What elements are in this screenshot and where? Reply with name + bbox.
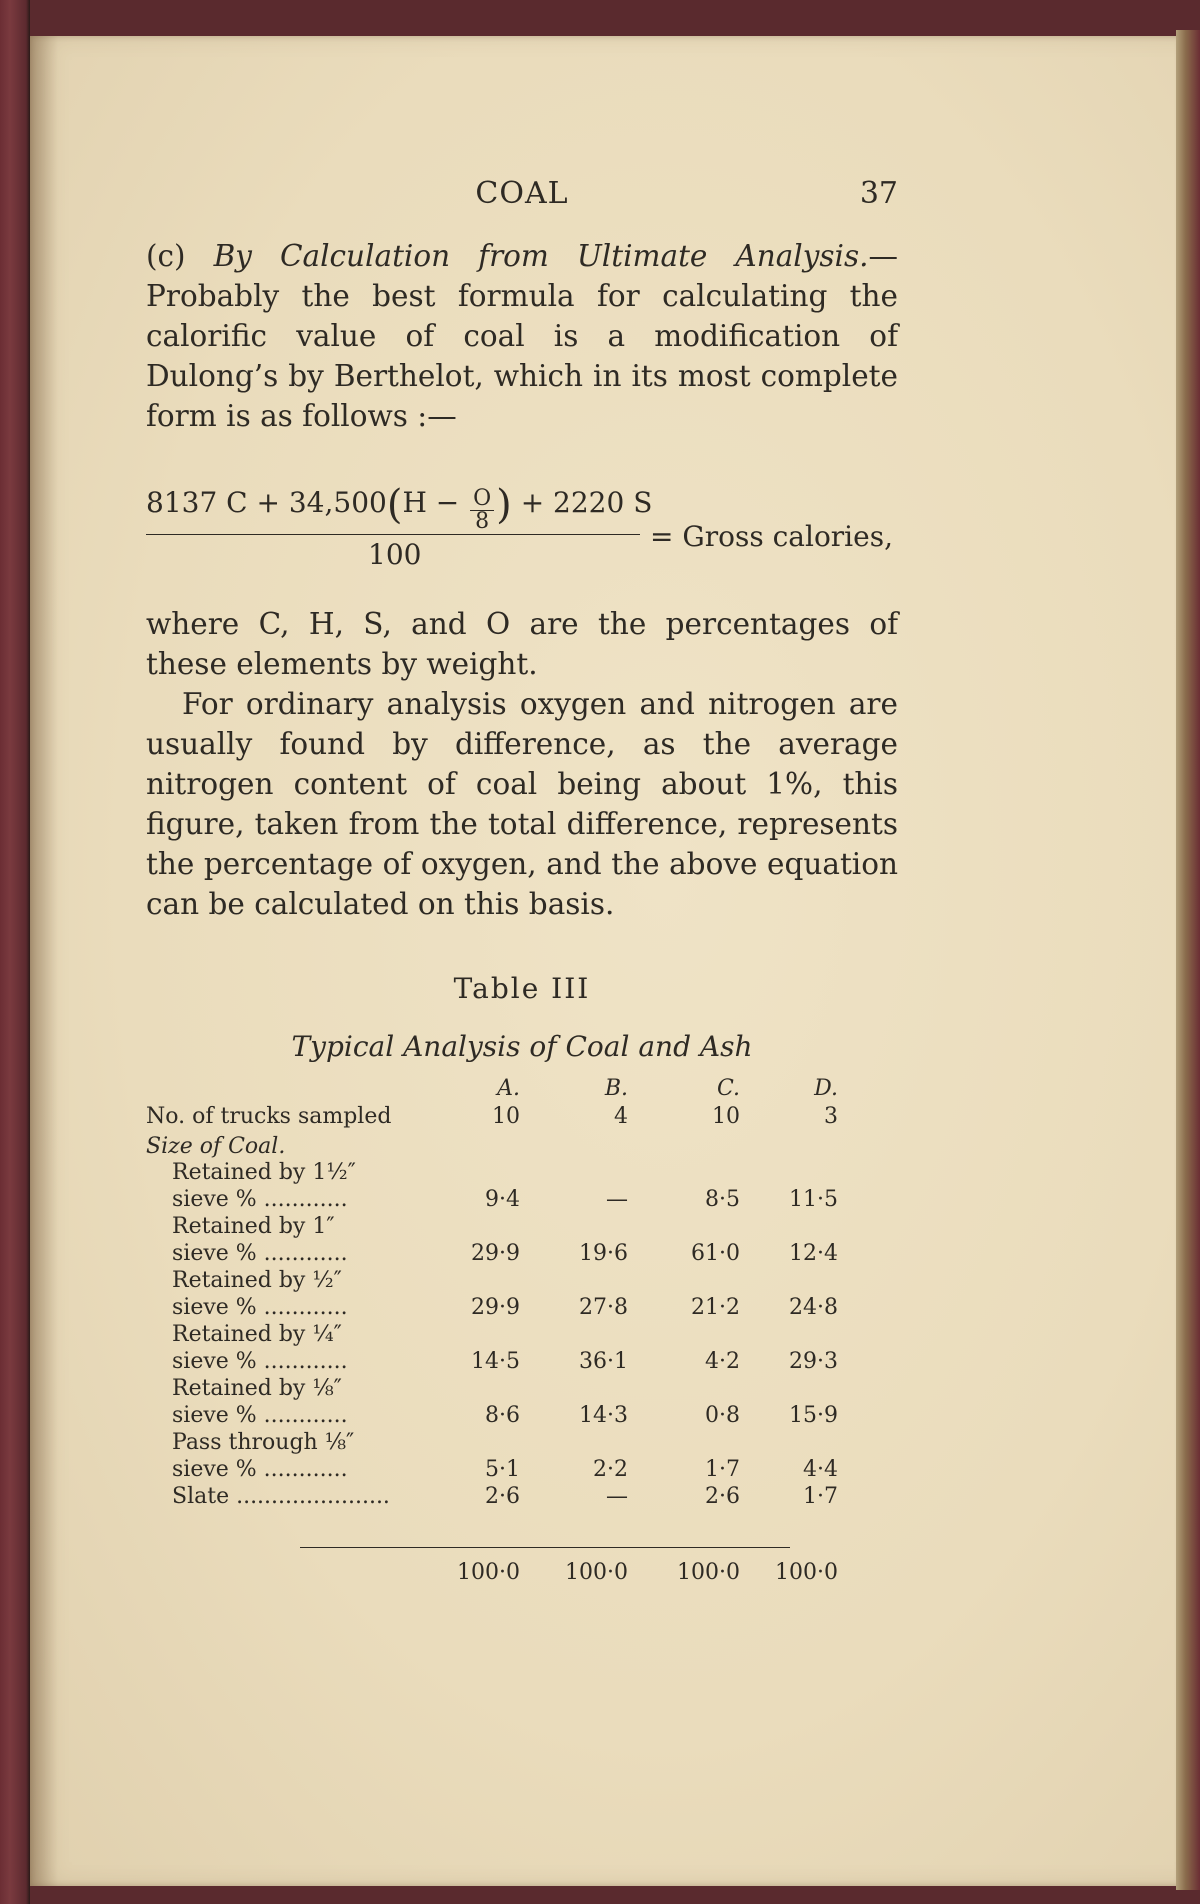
table-cell: 3: [824, 1104, 838, 1129]
table-row-label-line: [146, 1160, 898, 1187]
column-header: B.: [604, 1076, 628, 1101]
table-cell: 0·8: [705, 1403, 740, 1428]
section-heading: By Calculation from Ultimate Analysis.: [213, 239, 869, 273]
row-label-sub: sieve % ............: [172, 1241, 348, 1266]
column-header: A.: [497, 1076, 520, 1101]
formula-term-1: 8137 C + 34,500: [146, 486, 387, 519]
formula-fraction: [470, 488, 494, 533]
table-row: [146, 1457, 898, 1484]
table-row-label-line: [146, 1268, 898, 1295]
table-title: Table III: [453, 972, 591, 1005]
table-row-label-line: [146, 1214, 898, 1241]
table-cell: —: [606, 1484, 628, 1509]
section-label: (c): [146, 239, 186, 273]
table-row-label-line: [146, 1376, 898, 1403]
table-cell: 5·1: [485, 1457, 520, 1482]
total-cell: 100·0: [565, 1560, 628, 1585]
berthelot-formula: [146, 470, 898, 580]
table-cell: 8·5: [705, 1187, 740, 1212]
table-cell: 2·6: [705, 1484, 740, 1509]
table-cell: 29·3: [789, 1349, 838, 1374]
table-cell: 9·4: [485, 1187, 520, 1212]
row-label-sub: sieve % ............: [172, 1457, 348, 1482]
size-heading: [146, 1134, 898, 1161]
table-row: [146, 1187, 898, 1214]
table-cell: 10: [492, 1104, 520, 1129]
table-totals-row: [146, 1560, 898, 1587]
table-row: [146, 1241, 898, 1268]
row-label: Retained by ½″: [172, 1268, 342, 1293]
table-cell: 29·9: [471, 1295, 520, 1320]
table-row: [146, 1403, 898, 1430]
row-label: Pass through ⅛″: [172, 1430, 355, 1455]
fraction-numerator: O: [470, 488, 494, 511]
row-label: No. of trucks sampled: [146, 1104, 392, 1129]
table-cell: 36·1: [579, 1349, 628, 1374]
formula-paren-close: ): [496, 482, 512, 528]
table-cell: 10: [712, 1104, 740, 1129]
table-cell: 61·0: [691, 1241, 740, 1266]
section-paragraph: [146, 236, 898, 436]
column-header: D.: [814, 1076, 838, 1101]
total-cell: 100·0: [775, 1560, 838, 1585]
formula-numerator: [146, 482, 652, 533]
section-dash: —: [868, 239, 898, 273]
table-row: [146, 1484, 898, 1511]
table-cell: 24·8: [789, 1295, 838, 1320]
table-cell: 27·8: [579, 1295, 628, 1320]
table-cell: 12·4: [789, 1241, 838, 1266]
section-text: Probably the best formula for calculating the calorific value of coal is a modification of Dulong’s by Berthelot, which in its most complete form is as follows :—: [146, 279, 898, 433]
table-cell: 1·7: [705, 1457, 740, 1482]
running-title: COAL: [475, 176, 569, 211]
formula-paren-open: (: [386, 482, 403, 528]
table-row-label-line: [146, 1430, 898, 1457]
table-cell: 1·7: [803, 1484, 838, 1509]
row-label: Retained by ¼″: [172, 1322, 342, 1347]
page-edge: [1176, 30, 1200, 1890]
row-label: Retained by 1″: [172, 1214, 335, 1239]
table-cell: 15·9: [789, 1403, 838, 1428]
total-cell: 100·0: [677, 1560, 740, 1585]
table-header-row: [146, 1076, 898, 1103]
formula-h-minus: H −: [402, 486, 460, 519]
table-row-label-line: [146, 1322, 898, 1349]
row-label-sub: sieve % ............: [172, 1187, 348, 1212]
table-row: [146, 1349, 898, 1376]
table-cell: 29·9: [471, 1241, 520, 1266]
running-head: [146, 172, 898, 216]
column-header: C.: [716, 1076, 740, 1101]
formula-result: = Gross calories,: [650, 520, 893, 553]
table-cell: 11·5: [789, 1187, 838, 1212]
page-number: 37: [859, 176, 898, 211]
row-label: Retained by 1½″: [172, 1160, 356, 1185]
size-heading-label: Size of Coal.: [146, 1134, 286, 1159]
paragraph: For ordinary analysis oxygen and nitrogen are usually found by difference, as the average nitrogen content of coal being about 1%, this figure, taken from the total difference, represents the percentage of oxygen, and the above equation can be calculated on this basis.: [146, 687, 898, 921]
formula-fraction-bar: [146, 534, 640, 535]
table-cell: 4·4: [803, 1457, 838, 1482]
table-row: [146, 1295, 898, 1322]
total-cell: 100·0: [457, 1560, 520, 1585]
totals-rule: [300, 1547, 790, 1548]
fraction-denominator: 8: [475, 509, 490, 534]
table-cell: 19·6: [579, 1241, 628, 1266]
row-label-sub: sieve % ............: [172, 1349, 348, 1374]
row-label: Retained by ⅛″: [172, 1376, 342, 1401]
table-cell: 8·6: [485, 1403, 520, 1428]
formula-denominator: 100: [368, 538, 422, 571]
table-row: [146, 1104, 898, 1131]
table-cell: —: [606, 1187, 628, 1212]
table-cell: 2·2: [593, 1457, 628, 1482]
formula-term-3: + 2220 S: [520, 486, 653, 519]
table-cell: 21·2: [691, 1295, 740, 1320]
row-label: Slate ......................: [172, 1484, 390, 1509]
row-label-sub: sieve % ............: [172, 1295, 348, 1320]
paragraph: where C, H, S, and O are the percentages of these elements by weight.: [146, 607, 898, 681]
table-cell: 4·2: [705, 1349, 740, 1374]
table-cell: 4: [614, 1104, 628, 1129]
page-gutter: [30, 36, 58, 1886]
table-subtitle: Typical Analysis of Coal and Ash: [291, 1030, 753, 1063]
row-label-sub: sieve % ............: [172, 1403, 348, 1428]
table-cell: 2·6: [485, 1484, 520, 1509]
table-cell: 14·5: [471, 1349, 520, 1374]
table-cell: 14·3: [579, 1403, 628, 1428]
